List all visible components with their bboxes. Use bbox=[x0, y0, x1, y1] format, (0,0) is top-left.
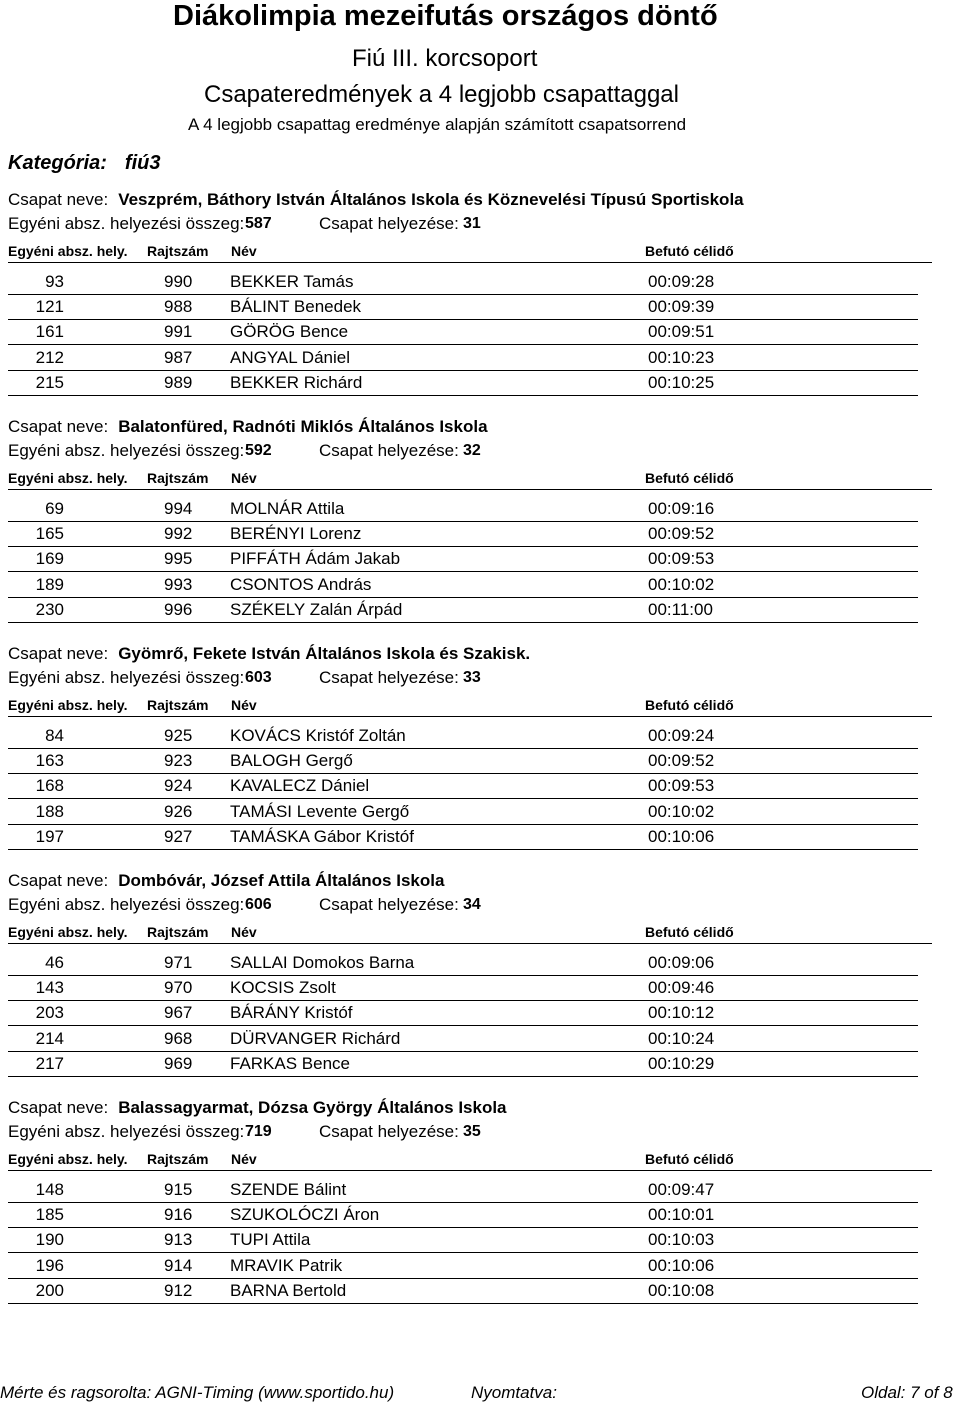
table-row bbox=[8, 1253, 918, 1279]
abs-rank: 161 bbox=[35, 322, 64, 342]
bib-number: 914 bbox=[164, 1255, 193, 1275]
col-header-rank: Egyéni absz. hely. bbox=[8, 924, 128, 940]
team-name-label: Csapat neve: bbox=[8, 1098, 109, 1117]
team-rank-value: 32 bbox=[463, 442, 481, 459]
header-divider bbox=[8, 262, 932, 263]
abs-rank: 215 bbox=[35, 372, 64, 392]
col-header-name: Név bbox=[231, 243, 257, 259]
runner-name: MOLNÁR Attila bbox=[230, 499, 345, 518]
abs-rank: 230 bbox=[35, 599, 64, 619]
runner-name: TAMÁSKA Gábor Kristóf bbox=[230, 826, 414, 846]
runner-name: BARNA Bertold bbox=[230, 1280, 347, 1300]
abs-rank: 93 bbox=[45, 272, 64, 291]
col-header-time: Befutó célidő bbox=[645, 243, 734, 259]
abs-rank: 217 bbox=[35, 1053, 64, 1073]
runner-name: KOCSIS Zsolt bbox=[230, 978, 336, 998]
runner-name: DÜRVANGER Richárd bbox=[230, 1028, 401, 1048]
table-row bbox=[8, 597, 918, 623]
finish-time: 00:10:29 bbox=[648, 1053, 715, 1073]
team-rank-value: 35 bbox=[463, 1123, 481, 1140]
abs-rank: 212 bbox=[35, 347, 64, 367]
team-block bbox=[0, 1098, 960, 1308]
header-divider bbox=[8, 716, 932, 717]
col-header-time: Befutó célidő bbox=[645, 697, 734, 713]
team-name-line bbox=[8, 417, 488, 437]
table-row bbox=[8, 294, 918, 320]
team-name: Dombóvár, József Attila Általános Iskola bbox=[118, 871, 445, 890]
sum-value: 603 bbox=[245, 669, 272, 686]
team-name-line bbox=[8, 644, 530, 664]
runner-name: BÁLINT Benedek bbox=[230, 297, 362, 317]
team-rank-label: Csapat helyezése: bbox=[319, 441, 459, 460]
bib-number: 988 bbox=[164, 297, 193, 317]
team-block bbox=[0, 190, 960, 400]
abs-rank: 168 bbox=[35, 776, 64, 796]
col-header-rank: Egyéni absz. hely. bbox=[8, 1151, 128, 1167]
team-name: Gyömrő, Fekete István Általános Iskola és Szakisk. bbox=[118, 644, 531, 663]
col-header-time: Befutó célidő bbox=[645, 924, 734, 940]
abs-rank: 188 bbox=[35, 801, 64, 821]
footer-printed: Nyomtatva: bbox=[471, 1383, 557, 1402]
runner-name: PIFFÁTH Ádám Jakab bbox=[230, 549, 401, 569]
table-row bbox=[8, 1051, 918, 1077]
bib-number: 967 bbox=[164, 1003, 193, 1023]
finish-time: 00:10:06 bbox=[648, 826, 715, 846]
abs-rank: 46 bbox=[45, 953, 64, 972]
table-row bbox=[8, 269, 918, 295]
bib-number: 992 bbox=[164, 524, 193, 544]
team-name-line bbox=[8, 871, 444, 891]
header-divider bbox=[8, 1170, 932, 1171]
results-subtitle: Csapateredmények a 4 legjobb csapattaggal bbox=[204, 81, 679, 108]
col-header-time: Befutó célidő bbox=[645, 1151, 734, 1167]
table-row bbox=[8, 345, 918, 371]
runner-name: SZUKOLÓCZI Áron bbox=[230, 1205, 380, 1225]
finish-time: 00:09:47 bbox=[648, 1180, 715, 1199]
bib-number: 993 bbox=[164, 574, 193, 594]
abs-rank: 189 bbox=[35, 574, 64, 594]
runner-name: BEKKER Tamás bbox=[230, 272, 354, 291]
finish-time: 00:09:28 bbox=[648, 272, 715, 291]
category-value: fiú3 bbox=[124, 152, 161, 174]
col-header-name: Név bbox=[231, 697, 257, 713]
header-divider bbox=[8, 489, 932, 490]
sum-label: Egyéni absz. helyezési összeg: bbox=[8, 895, 245, 914]
age-group-subtitle: Fiú III. korcsoport bbox=[352, 45, 538, 72]
abs-rank: 190 bbox=[35, 1230, 64, 1250]
finish-time: 00:09:51 bbox=[648, 322, 715, 342]
table-row bbox=[8, 1202, 918, 1228]
abs-rank: 84 bbox=[45, 726, 64, 745]
runner-name: TUPI Attila bbox=[230, 1230, 311, 1250]
sum-value: 606 bbox=[245, 896, 272, 913]
runner-name: BALOGH Gergő bbox=[230, 751, 353, 771]
finish-time: 00:09:24 bbox=[648, 726, 715, 745]
col-header-name: Név bbox=[231, 1151, 257, 1167]
bib-number: 990 bbox=[164, 272, 193, 291]
runner-name: SALLAI Domokos Barna bbox=[230, 953, 415, 972]
team-name-line bbox=[8, 190, 744, 210]
sum-value: 587 bbox=[245, 215, 272, 232]
finish-time: 00:10:01 bbox=[648, 1205, 715, 1225]
team-name-label: Csapat neve: bbox=[8, 871, 109, 890]
runner-name: FARKAS Bence bbox=[230, 1053, 351, 1073]
runner-name: SZÉKELY Zalán Árpád bbox=[230, 599, 403, 619]
finish-time: 00:10:03 bbox=[648, 1230, 715, 1250]
finish-time: 00:10:02 bbox=[648, 801, 715, 821]
table-row bbox=[8, 521, 918, 547]
abs-rank: 165 bbox=[35, 524, 64, 544]
runner-name: BÁRÁNY Kristóf bbox=[230, 1003, 353, 1023]
col-header-bib: Rajtszám bbox=[147, 1151, 209, 1167]
table-row bbox=[8, 950, 918, 976]
abs-rank: 169 bbox=[35, 549, 64, 569]
header-divider bbox=[8, 943, 932, 944]
bib-number: 926 bbox=[164, 801, 193, 821]
footer-credit: Mérte és ragsorolta: AGNI-Timing (www.sportido.hu) bbox=[0, 1383, 395, 1402]
team-name-label: Csapat neve: bbox=[8, 190, 109, 209]
finish-time: 00:09:39 bbox=[648, 297, 715, 317]
runner-name: SZENDE Bálint bbox=[230, 1180, 347, 1199]
team-block bbox=[0, 417, 960, 627]
bib-number: 925 bbox=[164, 726, 193, 745]
team-rank-label: Csapat helyezése: bbox=[319, 668, 459, 687]
table-row bbox=[8, 546, 918, 572]
bib-number: 995 bbox=[164, 549, 193, 569]
ranking-note: A 4 legjobb csapattag eredménye alapján számított csapatsorrend bbox=[188, 115, 687, 134]
abs-rank: 185 bbox=[35, 1205, 64, 1225]
finish-time: 00:10:06 bbox=[648, 1255, 715, 1275]
finish-time: 00:09:53 bbox=[648, 549, 715, 569]
table-row bbox=[8, 1000, 918, 1026]
team-block bbox=[0, 871, 960, 1081]
finish-time: 00:10:25 bbox=[648, 372, 715, 392]
runner-name: BEKKER Richárd bbox=[230, 372, 363, 392]
sum-value: 592 bbox=[245, 442, 272, 459]
table-row bbox=[8, 1177, 918, 1203]
abs-rank: 197 bbox=[35, 826, 64, 846]
table-row bbox=[8, 572, 918, 598]
abs-rank: 200 bbox=[35, 1280, 64, 1300]
bib-number: 991 bbox=[164, 322, 193, 342]
table-row bbox=[8, 975, 918, 1001]
category-label: Kategória: bbox=[8, 152, 107, 174]
team-rank-value: 33 bbox=[463, 669, 481, 686]
abs-rank: 148 bbox=[35, 1180, 64, 1199]
bib-number: 970 bbox=[164, 978, 193, 998]
team-name-label: Csapat neve: bbox=[8, 417, 109, 436]
runner-name: CSONTOS András bbox=[230, 574, 372, 594]
finish-time: 00:09:16 bbox=[648, 499, 715, 518]
col-header-bib: Rajtszám bbox=[147, 697, 209, 713]
col-header-rank: Egyéni absz. hely. bbox=[8, 243, 128, 259]
table-row bbox=[8, 748, 918, 774]
runner-name: BERÉNYI Lorenz bbox=[230, 524, 362, 544]
runner-name: TAMÁSI Levente Gergő bbox=[230, 801, 410, 821]
table-row bbox=[8, 824, 918, 850]
bib-number: 968 bbox=[164, 1028, 193, 1048]
bib-number: 916 bbox=[164, 1205, 193, 1225]
bib-number: 989 bbox=[164, 372, 193, 392]
finish-time: 00:10:08 bbox=[648, 1280, 715, 1300]
table-row bbox=[8, 496, 918, 522]
abs-rank: 196 bbox=[35, 1255, 64, 1275]
category bbox=[8, 152, 160, 175]
team-rank-value: 31 bbox=[463, 215, 481, 232]
runner-name: GÖRÖG Bence bbox=[230, 322, 349, 342]
team-block bbox=[0, 644, 960, 854]
finish-time: 00:09:06 bbox=[648, 953, 715, 972]
team-rank-label: Csapat helyezése: bbox=[319, 895, 459, 914]
finish-time: 00:11:00 bbox=[648, 599, 713, 619]
table-row bbox=[8, 1227, 918, 1253]
runner-name: KAVALECZ Dániel bbox=[230, 776, 370, 796]
abs-rank: 203 bbox=[35, 1003, 64, 1023]
team-rank-label: Csapat helyezése: bbox=[319, 214, 459, 233]
sum-label: Egyéni absz. helyezési összeg: bbox=[8, 1122, 245, 1141]
finish-time: 00:09:46 bbox=[648, 978, 715, 998]
table-row bbox=[8, 1026, 918, 1052]
table-row bbox=[8, 773, 918, 799]
col-header-rank: Egyéni absz. hely. bbox=[8, 697, 128, 713]
col-header-bib: Rajtszám bbox=[147, 243, 209, 259]
bib-number: 924 bbox=[164, 776, 193, 796]
team-rank-value: 34 bbox=[463, 896, 481, 913]
bib-number: 994 bbox=[164, 499, 193, 518]
bib-number: 923 bbox=[164, 751, 193, 771]
abs-rank: 214 bbox=[35, 1028, 64, 1048]
table-row bbox=[8, 1278, 918, 1304]
runner-name: ANGYAL Dániel bbox=[230, 347, 350, 367]
col-header-name: Név bbox=[231, 924, 257, 940]
team-name: Veszprém, Báthory István Általános Iskola és Köznevelési Típusú Sportiskola bbox=[118, 190, 744, 209]
finish-time: 00:10:12 bbox=[648, 1003, 715, 1023]
col-header-rank: Egyéni absz. hely. bbox=[8, 470, 128, 486]
team-rank-label: Csapat helyezése: bbox=[319, 1122, 459, 1141]
bib-number: 913 bbox=[164, 1230, 193, 1250]
team-name: Balassagyarmat, Dózsa György Általános Iskola bbox=[118, 1098, 507, 1117]
abs-rank: 163 bbox=[35, 751, 64, 771]
team-name-label: Csapat neve: bbox=[8, 644, 109, 663]
abs-rank: 143 bbox=[35, 978, 64, 998]
bib-number: 996 bbox=[164, 599, 193, 619]
table-row bbox=[8, 723, 918, 749]
runner-name: KOVÁCS Kristóf Zoltán bbox=[230, 726, 406, 745]
col-header-name: Név bbox=[231, 470, 257, 486]
col-header-time: Befutó célidő bbox=[645, 470, 734, 486]
table-row bbox=[8, 319, 918, 345]
bib-number: 915 bbox=[164, 1180, 193, 1199]
sum-label: Egyéni absz. helyezési összeg: bbox=[8, 441, 245, 460]
col-header-bib: Rajtszám bbox=[147, 470, 209, 486]
table-row bbox=[8, 799, 918, 825]
bib-number: 987 bbox=[164, 347, 193, 367]
sum-label: Egyéni absz. helyezési összeg: bbox=[8, 214, 245, 233]
bib-number: 969 bbox=[164, 1053, 193, 1073]
bib-number: 927 bbox=[164, 826, 193, 846]
finish-time: 00:09:52 bbox=[648, 524, 715, 544]
finish-time: 00:09:52 bbox=[648, 751, 715, 771]
abs-rank: 121 bbox=[35, 297, 64, 317]
team-name: Balatonfüred, Radnóti Miklós Általános Iskola bbox=[118, 417, 488, 436]
page-title: Diákolimpia mezeifutás országos döntő bbox=[173, 0, 718, 32]
finish-time: 00:10:24 bbox=[648, 1028, 715, 1048]
finish-time: 00:10:23 bbox=[648, 347, 715, 367]
bib-number: 971 bbox=[164, 953, 193, 972]
bib-number: 912 bbox=[164, 1280, 193, 1300]
runner-name: MRAVIK Patrik bbox=[230, 1255, 343, 1275]
sum-value: 719 bbox=[245, 1123, 272, 1140]
footer-page-number: Oldal: 7 of 8 bbox=[861, 1383, 953, 1402]
team-name-line bbox=[8, 1098, 507, 1118]
finish-time: 00:09:53 bbox=[648, 776, 715, 796]
abs-rank: 69 bbox=[45, 499, 64, 518]
col-header-bib: Rajtszám bbox=[147, 924, 209, 940]
finish-time: 00:10:02 bbox=[648, 574, 715, 594]
sum-label: Egyéni absz. helyezési összeg: bbox=[8, 668, 245, 687]
table-row bbox=[8, 370, 918, 396]
